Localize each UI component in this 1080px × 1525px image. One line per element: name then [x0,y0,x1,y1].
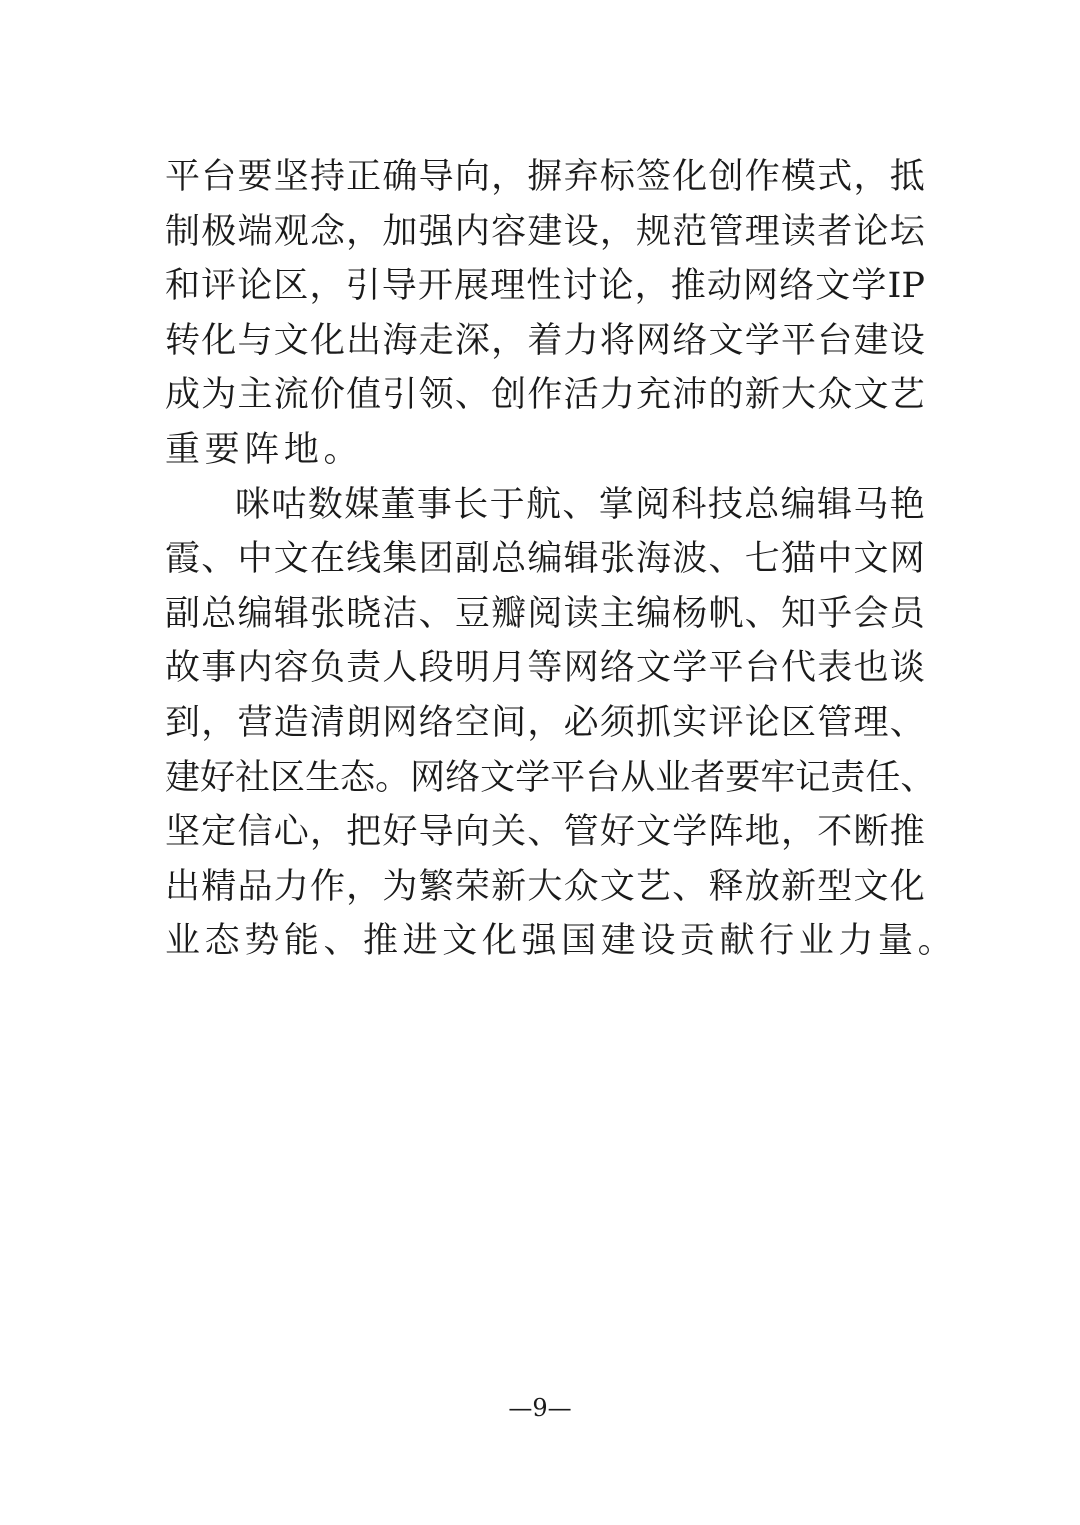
text-line: 副 总 编 辑 张 晓 洁 、 豆 瓣 阅 读 主 编 杨 帆 、 知 乎 会 员 [165,593,925,634]
text-line: 和 评 论 区 ， 引 导 开 展 理 性 讨 论 ， 推 动 网 络 文 学 IP [165,266,925,307]
text-line: 转 化 与 文 化 出 海 走 深 ， 着 力 将 网 络 文 学 平 台 建 设 [165,320,925,361]
text-line: 成 为 主 流 价 值 引 领 、 创 作 活 力 充 沛 的 新 大 众 文 艺 [165,375,925,416]
text-line: 重 要 阵 地 。 [165,429,364,470]
body-text [165,150,958,969]
text-line: 故 事 内 容 负 责 人 段 明 月 等 网 络 文 学 平 台 代 表 也 谈 [165,648,925,689]
text-line: 霞 、 中 文 在 线 集 团 副 总 编 辑 张 海 波 、 七 猫 中 文 网 [165,539,925,580]
text-line: 建 好 社 区 生 态 。 网 络 文 学 平 台 从 业 者 要 牢 记 责 任 、 [165,757,936,798]
text-line: 出 精 品 力 作 ， 为 繁 荣 新 大 众 文 艺 、 释 放 新 型 文 化 [165,866,925,907]
text-line: 制 极 端 观 念 ， 加 强 内 容 建 设 ， 规 范 管 理 读 者 论 坛 [165,211,925,252]
text-line: 到 ， 营 造 清 朗 网 络 空 间 ， 必 须 抓 实 评 论 区 管 理 、 [165,702,925,743]
text-line: 咪 咕 数 媒 董 事 长 于 航 、 掌 阅 科 技 总 编 辑 马 艳 [235,484,925,525]
text-line: 坚 定 信 心 ， 把 好 导 向 关 、 管 好 文 学 阵 地 ， 不 断 推 [165,812,925,853]
page-number: —9— [508,1394,572,1422]
text-line: 平 台 要 坚 持 正 确 导 向 ， 摒 弃 标 签 化 创 作 模 式 ， 抵 [165,157,925,197]
text-line: 业 态 势 能 、 推 进 文 化 强 国 建 设 贡 献 行 业 力 量 。 [165,921,958,962]
